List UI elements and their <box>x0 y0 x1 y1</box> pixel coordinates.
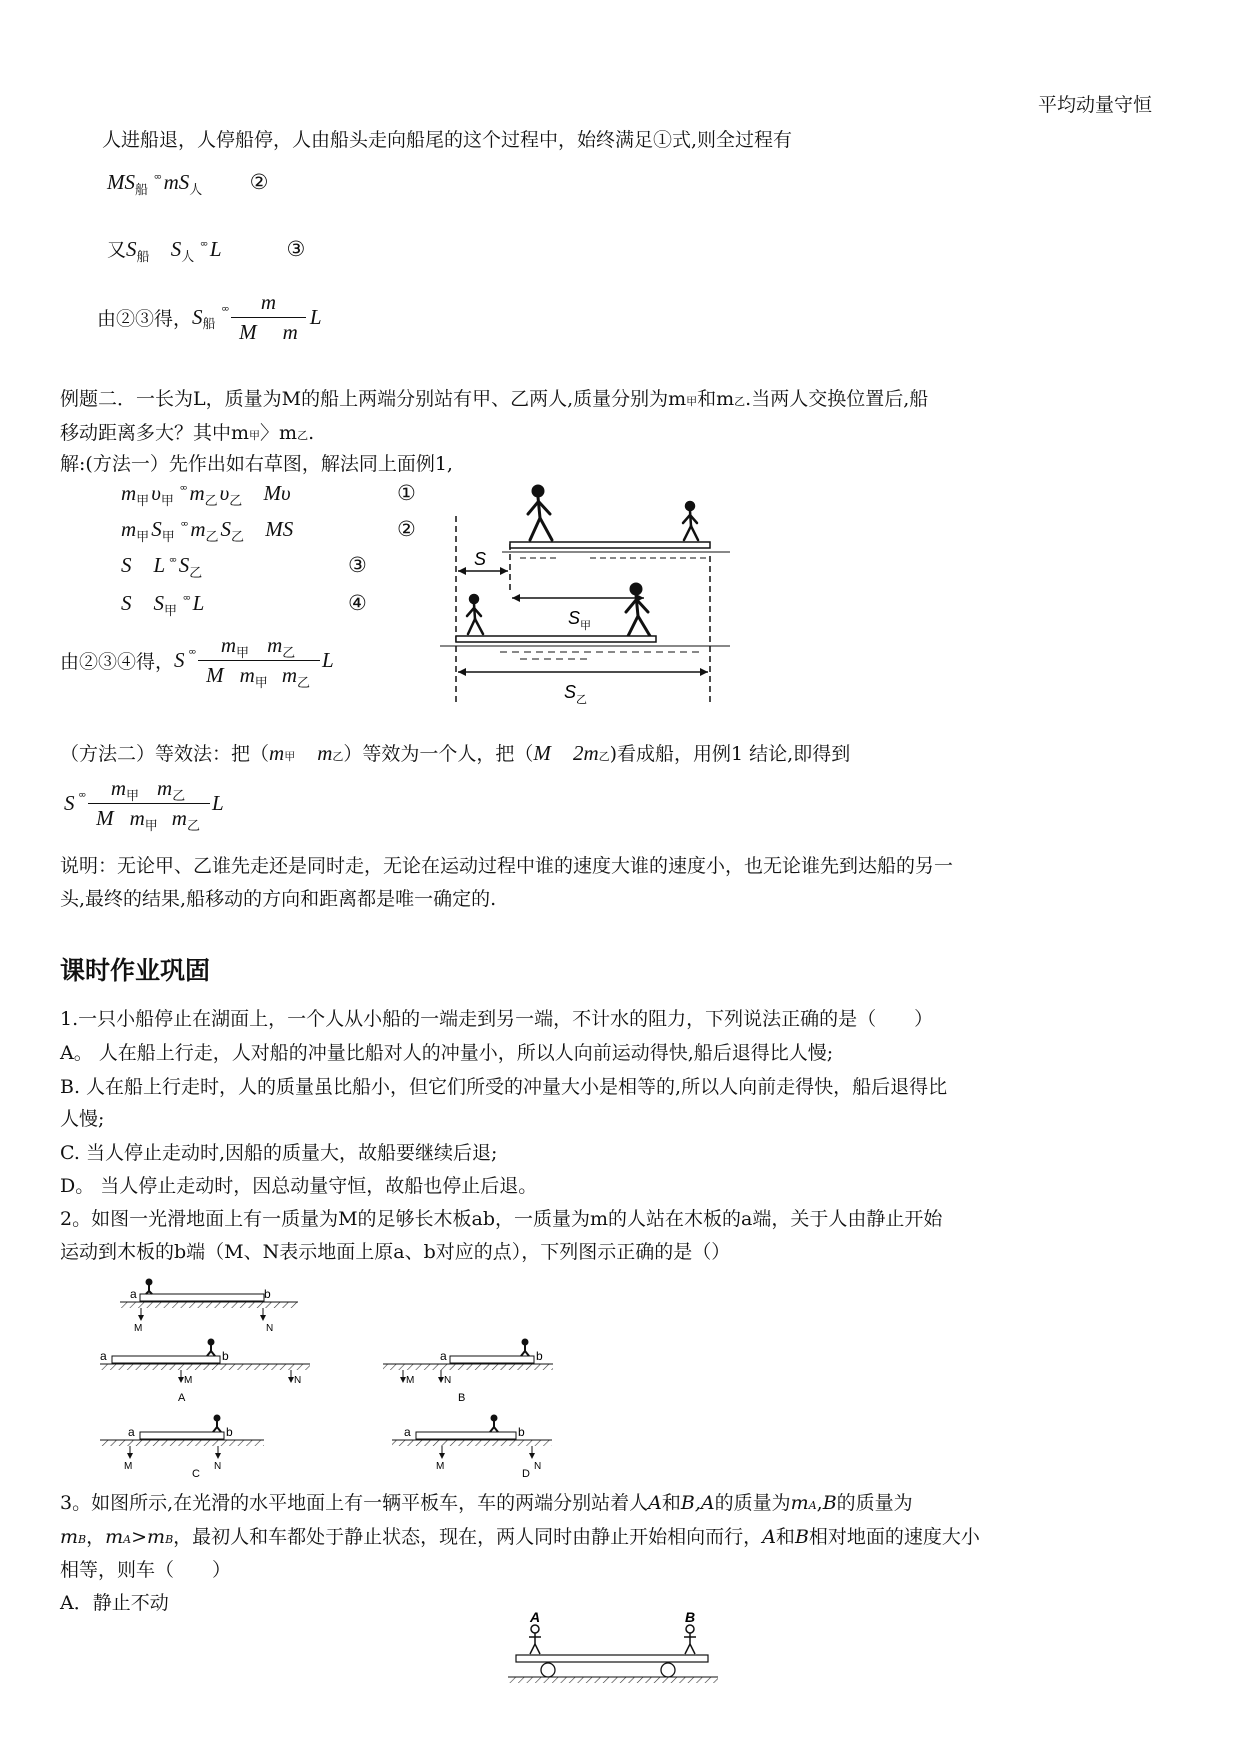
system-eq-1: $m_甲\upsilon_甲^{^\circ^\circ}$ $m_乙\upsilon_乙$ Mυ <box>121 481 291 508</box>
person-b <box>684 1625 696 1654</box>
svg-text:b: b <box>222 1349 229 1363</box>
q3-line1: 3。如图所示,在光滑的水平地面上有一辆平板车，车的两端分别站着人A和B,A的质量为mA,B的质量为 <box>60 1492 913 1514</box>
person-yi-bottom <box>467 595 483 634</box>
equation-3: 又$S_船$ $S_人^{^\circ^\circ}$ L ③ <box>107 237 306 264</box>
fig2-option-d-label: D <box>522 1468 530 1478</box>
top-boat <box>510 542 710 548</box>
bottom-boat <box>456 636 656 642</box>
svg-text:a: a <box>404 1425 411 1439</box>
label-s: S <box>474 549 487 569</box>
fig2-option-a-label: A <box>178 1392 186 1404</box>
label-s-jia: S <box>568 608 581 628</box>
svg-text:a: a <box>100 1349 107 1363</box>
intro-line: 人进船退，人停船停，人由船头走向船尾的这个过程中，始终满足①式,则全过程有 <box>102 129 793 151</box>
equation-2: $MS_船^{^\circ^\circ}$ $mS_人$ ② <box>107 170 269 197</box>
svg-text:M: M <box>184 1375 193 1386</box>
q2-line1: 2。如图一光滑地面上有一质量为M的足够长木板ab，一质量为m的人站在木板的a端，关于人由静止开始 <box>60 1208 943 1230</box>
svg-text:N: N <box>214 1461 222 1472</box>
person-a <box>529 1625 541 1654</box>
cart-label-a: A <box>530 1609 541 1625</box>
label-s-jia-sub: 甲 <box>580 620 591 632</box>
option-b-diagram <box>383 1340 553 1405</box>
person-yi-top <box>683 502 698 540</box>
example2-line2: 移动距离多大？其中m甲〉m乙. <box>60 422 315 444</box>
svg-text:a: a <box>128 1425 135 1439</box>
q1-option-b-line2: 人慢; <box>60 1108 105 1130</box>
system-eq-3: S L °° $S_乙$ <box>121 553 203 580</box>
note-line1: 说明：无论甲、乙谁先走还是同时走，无论在运动过程中谁的速度大谁的速度小，也无论谁先到达船的另一 <box>60 855 954 877</box>
system-eq-4: S $S_甲^{^\circ^\circ}$ L <box>121 591 205 618</box>
q3-line3: 相等，则车（ ） <box>60 1559 232 1581</box>
initial-state <box>120 1280 298 1335</box>
q3-option-a: A．静止不动 <box>60 1592 169 1614</box>
example2-line1: 例题二．一长为L，质量为M的船上两端分别站有甲、乙两人,质量分别为m甲和m乙.当两人交换位置后,船 <box>60 388 929 410</box>
example2-line3: 解:(方法一）先作出如右草图，解法同上面例1, <box>60 453 453 475</box>
q3-line2: mB，mA>mB，最初人和车都处于静止状态，现在，两人同时由静止开始相向而行，A和B相对地面的速度大小 <box>60 1526 980 1548</box>
svg-text:a: a <box>440 1349 447 1363</box>
svg-text:M: M <box>436 1461 445 1472</box>
system-eq-4-number: ④ <box>348 591 367 615</box>
system-eq-1-number: ① <box>397 481 416 505</box>
cart-platform <box>516 1655 708 1662</box>
svg-text:N: N <box>534 1461 542 1472</box>
svg-text:b: b <box>518 1425 525 1439</box>
result-method2: S °° $\frac{m_甲 m_乙}{M m_甲 m_乙}$ L <box>64 776 224 833</box>
equation-4: 由②③得，$S_船^{^\circ^\circ}$ $\frac{m}{\text{M m}}$ L <box>97 290 322 344</box>
cart-label-b: B <box>685 1609 696 1625</box>
note-line2: 头,最终的结果,船移动的方向和距离都是唯一确定的. <box>60 888 497 910</box>
option-c-diagram <box>100 1416 264 1479</box>
boat-exchange-figure <box>440 474 740 706</box>
fig2-option-b-label: B <box>458 1392 466 1404</box>
result-method1: 由②③④得，S °° $\frac{m_甲 m_乙}{M m_甲 m_乙}$ L <box>60 633 334 690</box>
q1-option-c: C. 当人停止走动时,因船的质量大，故船要继续后退; <box>60 1142 498 1164</box>
label-s-yi: S <box>564 682 577 702</box>
cart-figure <box>508 1608 718 1690</box>
svg-text:M: M <box>124 1461 133 1472</box>
person-jia-top <box>528 486 552 540</box>
label-s-yi-sub: 乙 <box>576 694 587 706</box>
board-options-figure <box>100 1278 640 1478</box>
svg-text:M: M <box>406 1375 415 1386</box>
fig2-label-n-top: N <box>266 1323 274 1334</box>
page-header-title: 平均动量守恒 <box>1038 94 1153 116</box>
fig2-label-m-top: M <box>134 1323 143 1334</box>
option-a-diagram <box>100 1340 310 1405</box>
q1-option-d: D。 当人停止走动时，因总动量守恒，故船也停止后退。 <box>60 1175 538 1197</box>
q1-option-b-line1: B. 人在船上行走时，人的质量虽比船小，但它们所受的冲量大小是相等的,所以人向前走得快，船后退得比 <box>60 1076 948 1098</box>
svg-text:N: N <box>294 1375 302 1386</box>
q1-stem: 1.一只小船停止在湖面上，一个人从小船的一端走到另一端，不计水的阻力，下列说法正确的是（ ） <box>60 1008 934 1030</box>
person-jia-bottom <box>626 584 650 636</box>
q1-option-a: A。 人在船上行走，人对船的冲量比船对人的冲量小，所以人向前运动得快,船后退得比人慢; <box>60 1042 834 1064</box>
method2-line: （方法二）等效法：把（m甲 m乙）等效为一个人，把（M 2m乙)看成船，用例1 结论,即得到 <box>60 741 851 765</box>
svg-text:N: N <box>444 1375 452 1386</box>
cart-wheel-left <box>541 1663 555 1677</box>
option-d-diagram <box>392 1416 552 1479</box>
system-eq-3-number: ③ <box>348 553 367 577</box>
q2-line2: 运动到木板的b端（M、N表示地面上原a、b对应的点），下列图示正确的是（） <box>60 1241 731 1263</box>
system-eq-2-number: ② <box>397 517 416 541</box>
fig2-label-b-top: b <box>264 1287 271 1301</box>
system-eq-2: $m_甲S_甲^{^\circ^\circ}$ $m_乙S_乙$ MS <box>121 517 294 544</box>
svg-text:b: b <box>226 1425 233 1439</box>
cart-wheel-right <box>661 1663 675 1677</box>
fig2-option-c-label: C <box>192 1468 200 1478</box>
section-heading: 课时作业巩固 <box>60 956 211 985</box>
svg-text:b: b <box>536 1349 543 1363</box>
fig2-label-a-top: a <box>130 1287 137 1301</box>
